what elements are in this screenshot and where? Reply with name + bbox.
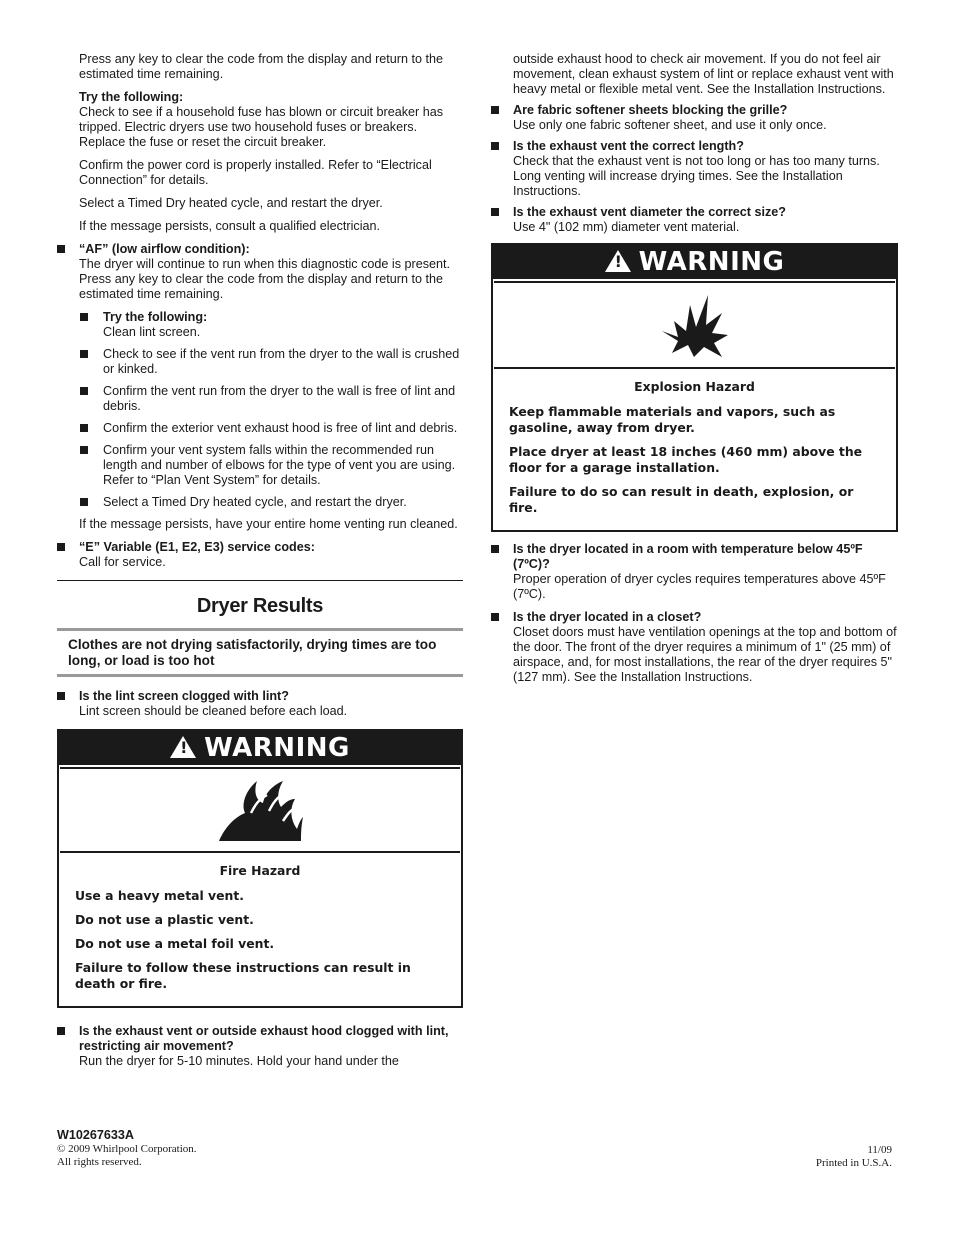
sub-item-text: Clean lint screen. — [103, 325, 201, 339]
item-answer: Use only one fabric softener sheet, and use it only once. — [513, 118, 827, 132]
left-column — [57, 52, 463, 1077]
sub-item-text: Confirm your vent system falls within the recommended run length and number of elbows for the type of vent you are using. Refer to “Plan Vent System” for details. — [103, 443, 456, 487]
item-question: Is the exhaust vent diameter the correct size? — [513, 205, 786, 219]
warning-body — [59, 853, 461, 1006]
copyright: © 2009 Whirlpool Corporation. — [57, 1143, 197, 1155]
sub-item-text: Select a Timed Dry heated cycle, and restart the dryer. — [103, 495, 407, 509]
venting-persist-text: If the message persists, have your entire home venting run cleaned. — [79, 517, 458, 531]
warning-title: Explosion Hazard — [634, 379, 755, 394]
exhaust-hood-item — [57, 1024, 463, 1069]
warning-title: Fire Hazard — [219, 863, 301, 878]
right-column — [491, 52, 898, 693]
list-item — [57, 347, 463, 377]
af-code-title: “AF” (low airflow condition): — [79, 242, 250, 256]
item-question: Is the dryer located in a closet? — [513, 610, 702, 624]
print-date: 11/09 — [867, 1144, 892, 1156]
explosion-warning-box — [491, 243, 898, 532]
exhaust-hood-question: Is the exhaust vent or outside exhaust hood clogged with lint, restricting air movement? — [79, 1024, 449, 1053]
warning-body — [493, 369, 896, 530]
section-divider — [57, 580, 463, 581]
list-item — [491, 139, 898, 199]
e-code-text: Call for service. — [79, 555, 166, 569]
electrician-text: If the message persists, consult a qualified electrician. — [79, 219, 381, 233]
e-code-item — [57, 540, 463, 570]
warning-label: WARNING — [204, 732, 350, 763]
warning-label: WARNING — [638, 246, 785, 277]
try-following-block — [57, 90, 463, 150]
fire-hazard-icon — [60, 767, 460, 853]
warning-line: Use a heavy metal vent. — [75, 888, 244, 903]
warning-line: Do not use a metal foil vent. — [75, 936, 275, 951]
list-item — [57, 310, 463, 340]
item-answer: Closet doors must have ventilation openings at the top and bottom of the door. The front of the dryer requires a minimum of 1" (25 mm) of airspace, and, for most installations, the rear of the dryer requires 5" (127 mm). See the Installation Instructions. — [513, 625, 897, 684]
list-item — [491, 542, 898, 602]
sub-item-bold: Try the following: — [103, 310, 208, 324]
list-item — [57, 421, 463, 436]
printed-in: Printed in U.S.A. — [815, 1157, 892, 1169]
warning-line: Keep flammable materials and vapors, such as gasoline, away from dryer. — [509, 404, 836, 435]
part-number: W10267633A — [57, 1128, 135, 1142]
power-cord-text: Confirm the power cord is properly installed. Refer to “Electrical Connection” for details. — [79, 158, 432, 187]
af-code-item — [57, 242, 463, 302]
explosion-hazard-icon — [494, 281, 895, 369]
item-question: Is the exhaust vent the correct length? — [513, 139, 744, 153]
warning-header — [493, 245, 896, 281]
rights-reserved: All rights reserved. — [57, 1156, 142, 1168]
lint-screen-item — [57, 689, 463, 719]
lint-screen-question: Is the lint screen clogged with lint? — [79, 689, 289, 703]
item-answer: Check that the exhaust vent is not too long or has too many turns. Long venting will increase drying times. See the Installation Instructions. — [513, 154, 880, 198]
list-item — [57, 443, 463, 488]
exhaust-hood-continued: outside exhaust hood to check air movement. If you do not feel air movement, clean exhaust system of lint or replace exhaust vent with heavy metal or flexible metal vent. See the Installation Instructions. — [513, 52, 894, 96]
warning-triangle-icon — [170, 736, 196, 758]
warning-line: Failure to follow these instructions can result in death or fire. — [75, 960, 411, 991]
section-title: Dryer Results — [196, 595, 324, 617]
item-question: Is the dryer located in a room with temperature below 45ºF (7ºC)? — [513, 542, 863, 571]
warning-line: Place dryer at least 18 inches (460 mm) above the floor for a garage installation. — [509, 444, 863, 475]
sub-item-text: Check to see if the vent run from the dryer to the wall is crushed or kinked. — [103, 347, 460, 376]
warning-triangle-icon — [605, 250, 631, 272]
item-answer: Use 4" (102 mm) diameter vent material. — [513, 220, 740, 234]
item-question: Are fabric softener sheets blocking the grille? — [513, 103, 788, 117]
fire-warning-box — [57, 729, 463, 1008]
fuse-text: Check to see if a household fuse has blown or circuit breaker has tripped. Electric dryers use two household fuses or breakers. Replace the fuse or reset the circuit breaker. — [79, 105, 444, 149]
list-item — [491, 610, 898, 685]
item-answer: Proper operation of dryer cycles requires temperatures above 45ºF (7ºC). — [513, 572, 886, 601]
lint-screen-answer: Lint screen should be cleaned before each load. — [79, 704, 348, 718]
e-code-title: “E” Variable (E1, E2, E3) service codes: — [79, 540, 315, 554]
timed-dry-text: Select a Timed Dry heated cycle, and restart the dryer. — [79, 196, 383, 210]
clear-code-text: Press any key to clear the code from the display and return to the estimated time remaining. — [79, 52, 444, 81]
list-item — [57, 495, 463, 510]
list-item — [491, 205, 898, 235]
page-footer — [57, 1128, 892, 1169]
footer-right — [816, 1144, 892, 1170]
sub-item-text: Confirm the exterior vent exhaust hood is free of lint and debris. — [103, 421, 458, 435]
try-following-label: Try the following: — [79, 90, 184, 104]
list-item — [57, 384, 463, 414]
af-code-text: The dryer will continue to run when this diagnostic code is present. Press any key to clear the code from the display and return to the estimated time remaining. — [79, 257, 451, 301]
warning-line: Failure to do so can result in death, explosion, or fire. — [509, 484, 854, 515]
list-item — [491, 103, 898, 133]
warning-line: Do not use a plastic vent. — [75, 912, 254, 927]
problem-subhead: Clothes are not drying satisfactorily, drying times are too long, or load is too hot — [57, 628, 463, 677]
sub-item-text: Confirm the vent run from the dryer to the wall is free of lint and debris. — [103, 384, 456, 413]
warning-header — [59, 731, 461, 767]
exhaust-hood-answer: Run the dryer for 5-10 minutes. Hold your hand under the — [79, 1054, 399, 1068]
